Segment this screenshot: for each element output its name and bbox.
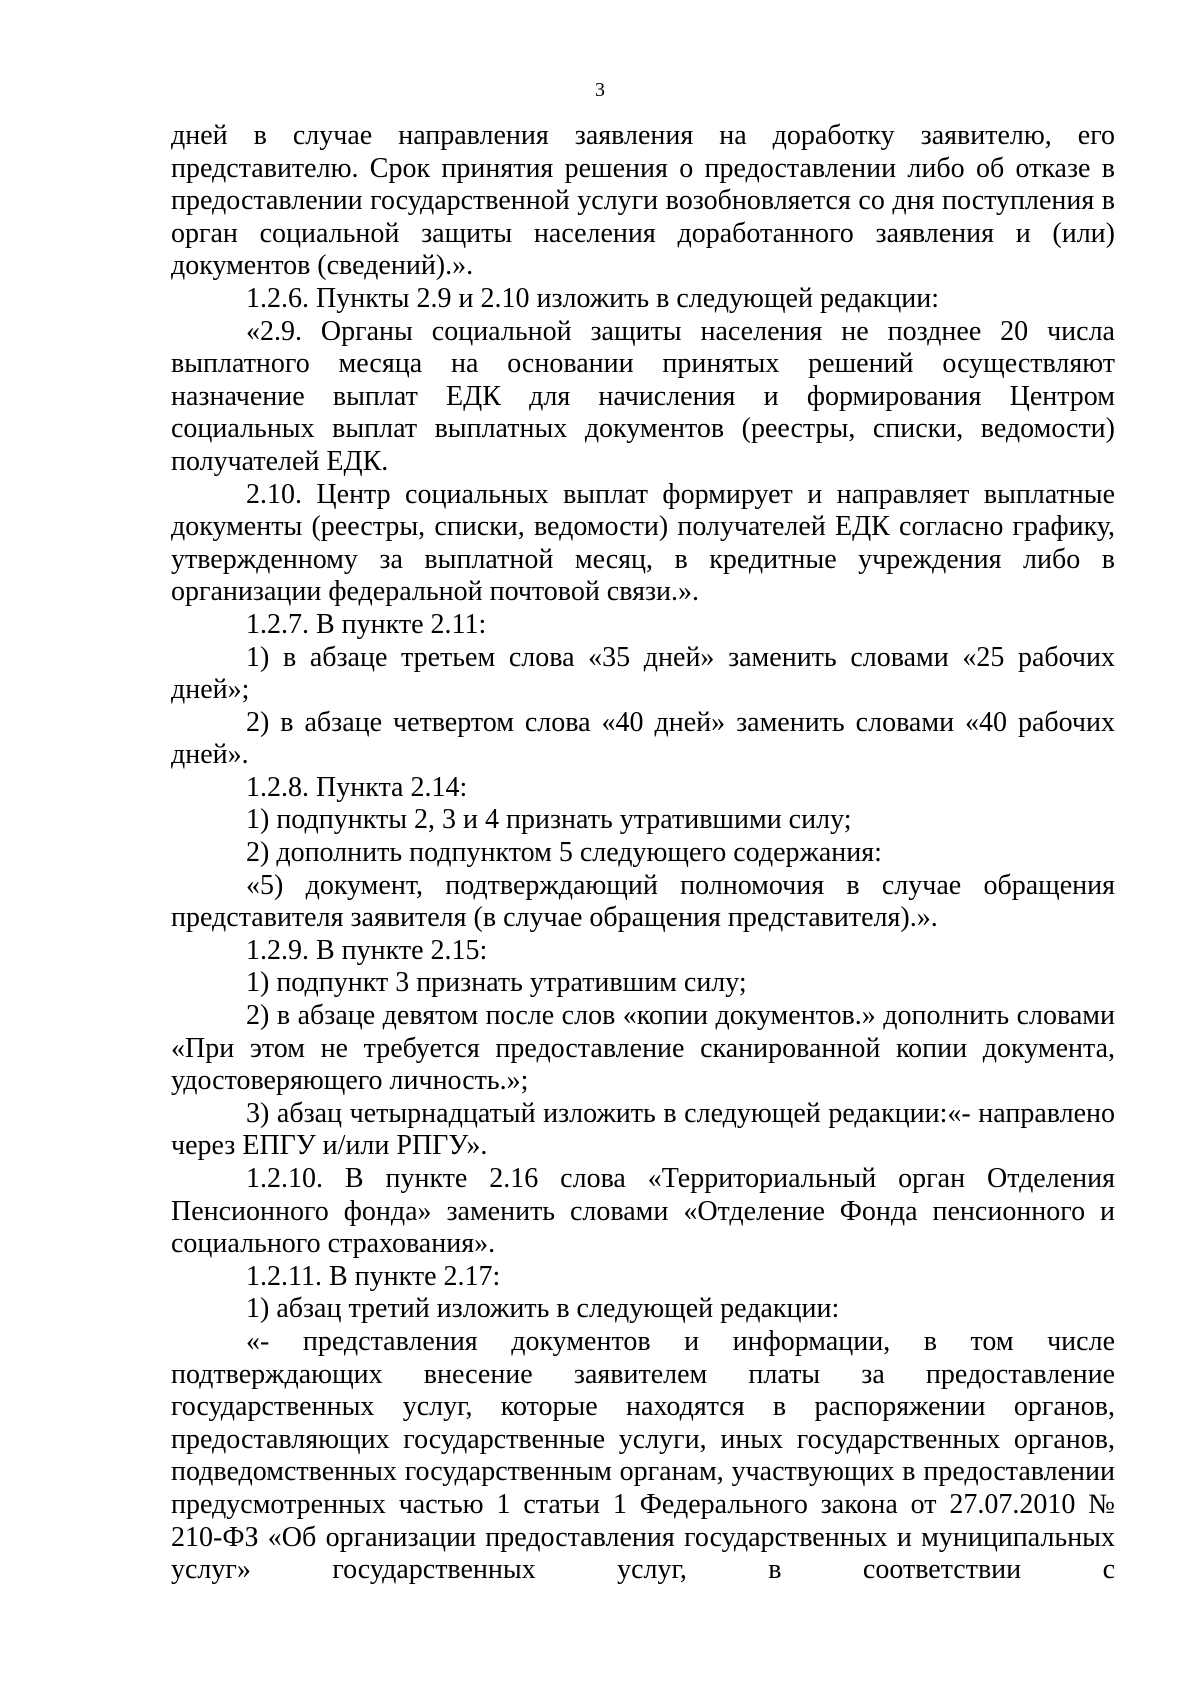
paragraph: «- представления документов и информации, в том числе подтверждающих внесение заявителем платы за предоставление государственных услуг, которые находятся в распоряжении органов, предоставляющих государственные услуги, иных государственных органов, подведомственных государственным органам, участвующих в предоставлении предусмотренных частью 1 статьи 1 Федерального закона от 27.07.2010 № 210-ФЗ «Об организации предоставления государственных и муниципальных услуг» государственных услуг, в соответствии с [171,1325,1115,1586]
paragraph: 1) подпункт 3 признать утратившим силу; [246,967,747,999]
paragraph: 1.2.10. В пункте 2.16 слова «Территориальный орган Отделения Пенсионного фонда» заменить словами «Отделение Фонда пенсионного и социального страхования». [171,1163,1115,1260]
document-body [171,120,1115,1587]
paragraph: «2.9. Органы социальной защиты населения не позднее 20 числа выплатного месяца на основании принятых решений осуществляют назначение выплат ЕДК для начисления и формирования Центром социальных выплат выплатных документов (реестры, списки, ведомости) получателей ЕДК. [171,315,1115,477]
paragraph: 1) в абзаце третьем слова «35 дней» заменить словами «25 рабочих дней»; [171,641,1115,706]
paragraph: 1.2.6. Пункты 2.9 и 2.10 изложить в следующей редакции: [246,282,940,314]
paragraph: 2) дополнить подпунктом 5 следующего содержания: [246,837,882,869]
paragraph: дней в случае направления заявления на доработку заявителю, его представителю. Срок принятия решения о предоставлении либо об отказе в предоставлении государственной услуги возобновляется со дня поступления в орган социальной защиты населения доработанного заявления и (или) документов (сведений).». [171,120,1115,282]
paragraph: 2.10. Центр социальных выплат формирует и направляет выплатные документы (реестры, списки, ведомости) получателей ЕДК согласно графику, утвержденному за выплатной месяц, в кредитные учреждения либо в организации федеральной почтовой связи.». [171,478,1115,608]
paragraph: 2) в абзаце четвертом слова «40 дней» заменить словами «40 рабочих дней». [171,706,1115,771]
paragraph: 3) абзац четырнадцатый изложить в следующей редакции:«- направлено через ЕПГУ и/или РПГУ». [171,1097,1115,1162]
paragraph: 1.2.7. В пункте 2.11: [246,608,487,640]
paragraph: 1) подпункты 2, 3 и 4 признать утратившими силу; [246,804,852,836]
paragraph: 1) абзац третий изложить в следующей редакции: [246,1293,840,1325]
paragraph: 1.2.11. В пункте 2.17: [246,1260,501,1292]
paragraph: 1.2.9. В пункте 2.15: [246,934,488,966]
page-number: 3 [595,79,605,101]
paragraph: 2) в абзаце девятом после слов «копии документов.» дополнить словами «При этом не требуется предоставление сканированной копии документа, удостоверяющего личность.»; [171,1000,1115,1097]
paragraph: «5) документ, подтверждающий полномочия в случае обращения представителя заявителя (в случае обращения представителя).». [171,869,1115,934]
paragraph: 1.2.8. Пункта 2.14: [246,771,468,803]
